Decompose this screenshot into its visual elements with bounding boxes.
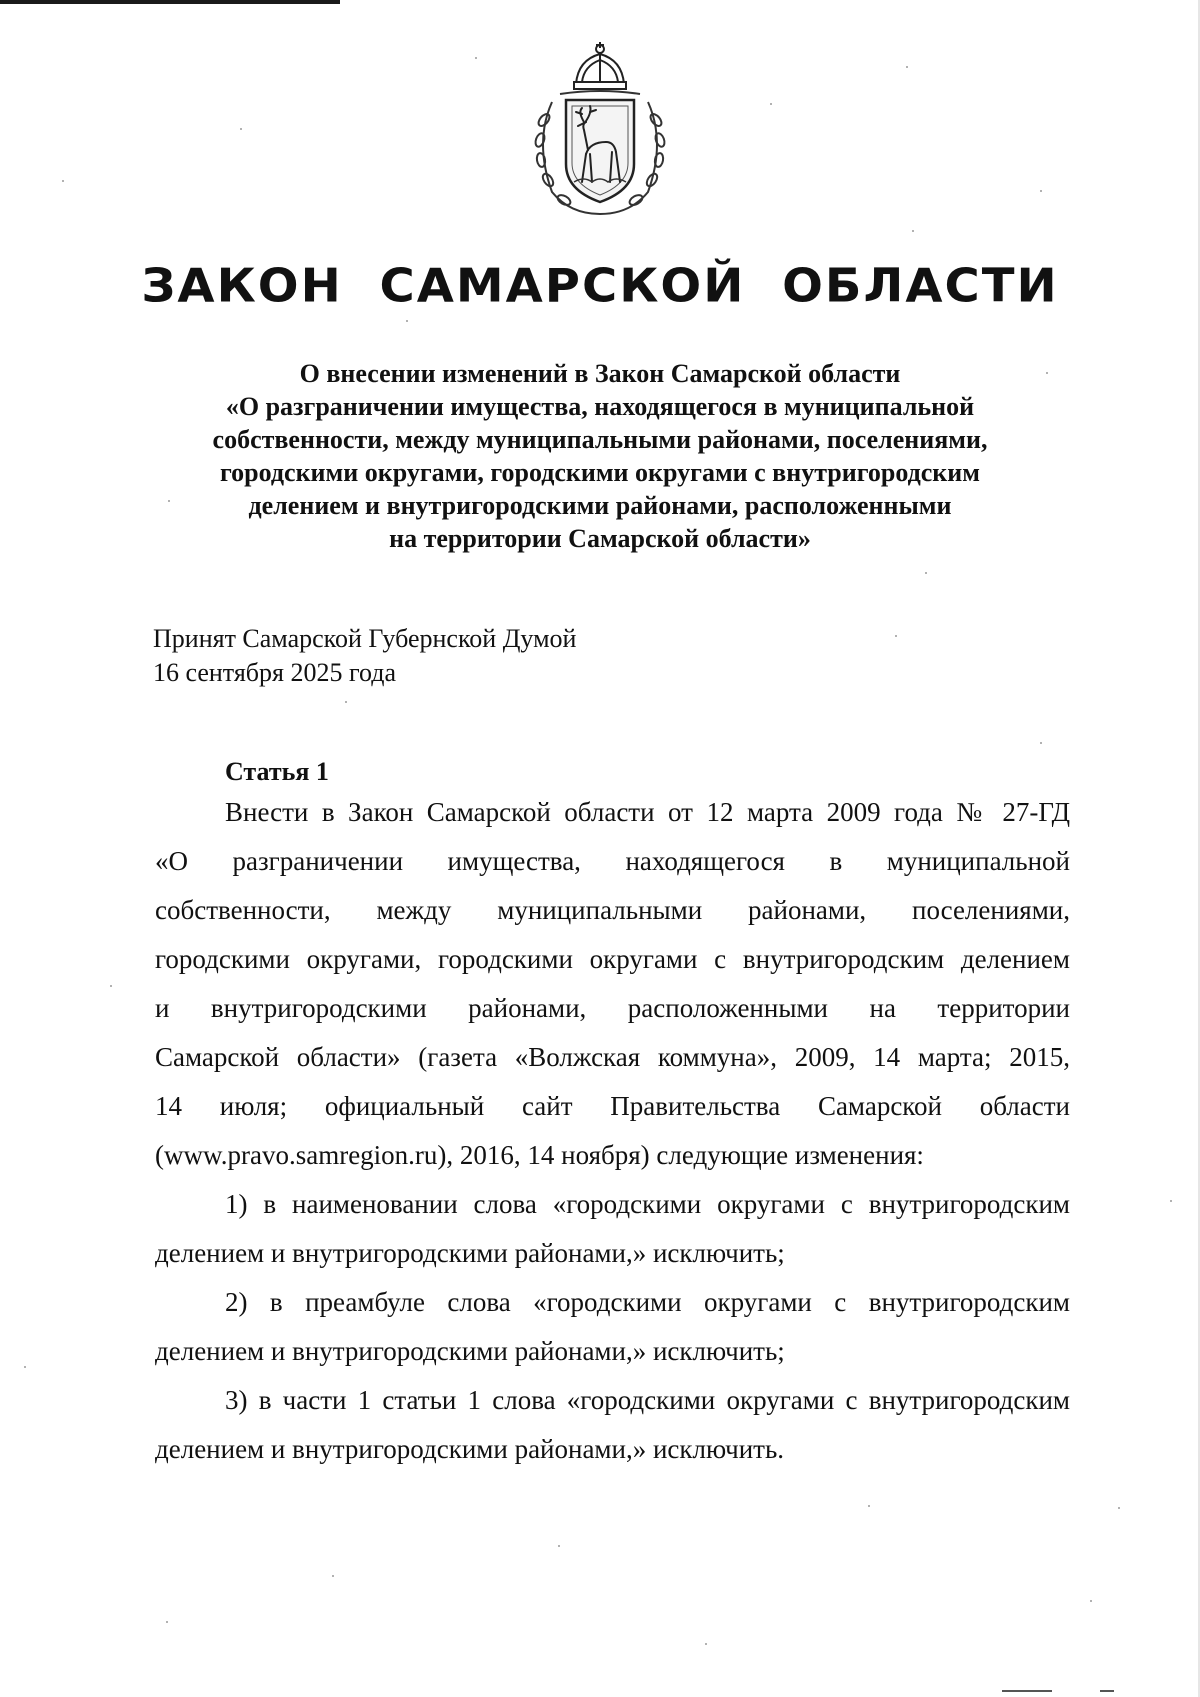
scan-speck (705, 1643, 707, 1645)
scan-speck (345, 701, 347, 703)
title-word-samara: САМАРСКОЙ (379, 259, 746, 313)
scan-speck (912, 230, 914, 232)
body-line: (www.pravo.samregion.ru), 2016, 14 ноября) следующие изменения: (155, 1140, 924, 1170)
shield-icon (566, 100, 634, 202)
scan-speck (558, 1545, 560, 1547)
scan-speck (332, 1575, 334, 1577)
body-line: и внутригородскими районами, расположенными на территории (155, 993, 1070, 1023)
subtitle-line: «О разграничении имущества, находящегося в муниципальной (225, 392, 975, 421)
body-line: делением и внутригородскими районами,» исключить. (155, 1434, 785, 1464)
article-heading: Статья 1 (225, 757, 329, 786)
coat-of-arms-emblem (520, 42, 680, 222)
subtitle-line: делением и внутригородскими районами, расположенными (248, 491, 952, 520)
body-line: «О разграничении имущества, находящегося в муниципальной (155, 846, 1070, 876)
body-line: Самарской области» (газета «Волжская коммуна», 2009, 14 марта; 2015, (155, 1042, 1070, 1072)
title-word-law: ЗАКОН (141, 259, 343, 313)
body-line: делением и внутригородскими районами,» исключить; (155, 1238, 785, 1268)
body-line: Внести в Закон Самарской области от 12 марта 2009 года № 27-ГД (225, 797, 1070, 827)
crown-icon (574, 42, 626, 89)
subtitle-line: собственности, между муниципальными районами, поселениями, (212, 425, 988, 454)
amendment-item-1: 1) в наименовании слова «городскими округами с внутригородским (225, 1189, 1070, 1219)
scan-edge-line (0, 0, 340, 4)
subtitle-line: О внесении изменений в Закон Самарской области (299, 359, 901, 388)
ribbon-icon (560, 91, 640, 94)
law-title (0, 259, 1200, 313)
scan-speck (24, 1366, 26, 1368)
subtitle-line: городскими округами, городскими округами с внутригородским (220, 458, 980, 487)
adopted-date: 16 сентября 2025 года (153, 658, 397, 687)
scan-speck (475, 57, 477, 59)
amendment-item-3: 3) в части 1 статьи 1 слова «городскими округами с внутригородским (225, 1385, 1070, 1415)
scan-speck (925, 572, 927, 574)
scan-speck (1118, 1507, 1120, 1509)
scan-speck (1170, 1200, 1172, 1202)
scan-speck (770, 103, 772, 105)
scan-speck (895, 635, 897, 637)
scan-speck (1040, 742, 1042, 744)
title-word-oblast: ОБЛАСТИ (782, 259, 1059, 313)
scan-speck (406, 320, 408, 322)
subtitle-line: на территории Самарской области» (389, 524, 811, 553)
adoption-block (153, 622, 576, 690)
body-line: городскими округами, городскими округами с внутригородским делением (155, 944, 1070, 974)
scan-speck (1040, 190, 1042, 192)
scan-speck (62, 180, 64, 182)
law-subtitle (140, 357, 1060, 555)
scan-mark (1100, 1690, 1114, 1692)
amendment-item-2: 2) в преамбуле слова «городскими округами с внутригородским (225, 1287, 1070, 1317)
scan-speck (240, 128, 242, 130)
adopted-by: Принят Самарской Губернской Думой (153, 624, 577, 653)
scan-speck (1090, 1600, 1092, 1602)
scan-speck (906, 66, 908, 68)
scan-speck (110, 985, 112, 987)
body-line: делением и внутригородскими районами,» исключить; (155, 1336, 785, 1366)
body-line: собственности, между муниципальными районами, поселениями, (155, 895, 1070, 925)
body-line: 14 июля; официальный сайт Правительства Самарской области (155, 1091, 1070, 1121)
scan-mark (1002, 1690, 1052, 1692)
scan-speck (166, 1621, 168, 1623)
scan-speck (868, 1505, 870, 1507)
